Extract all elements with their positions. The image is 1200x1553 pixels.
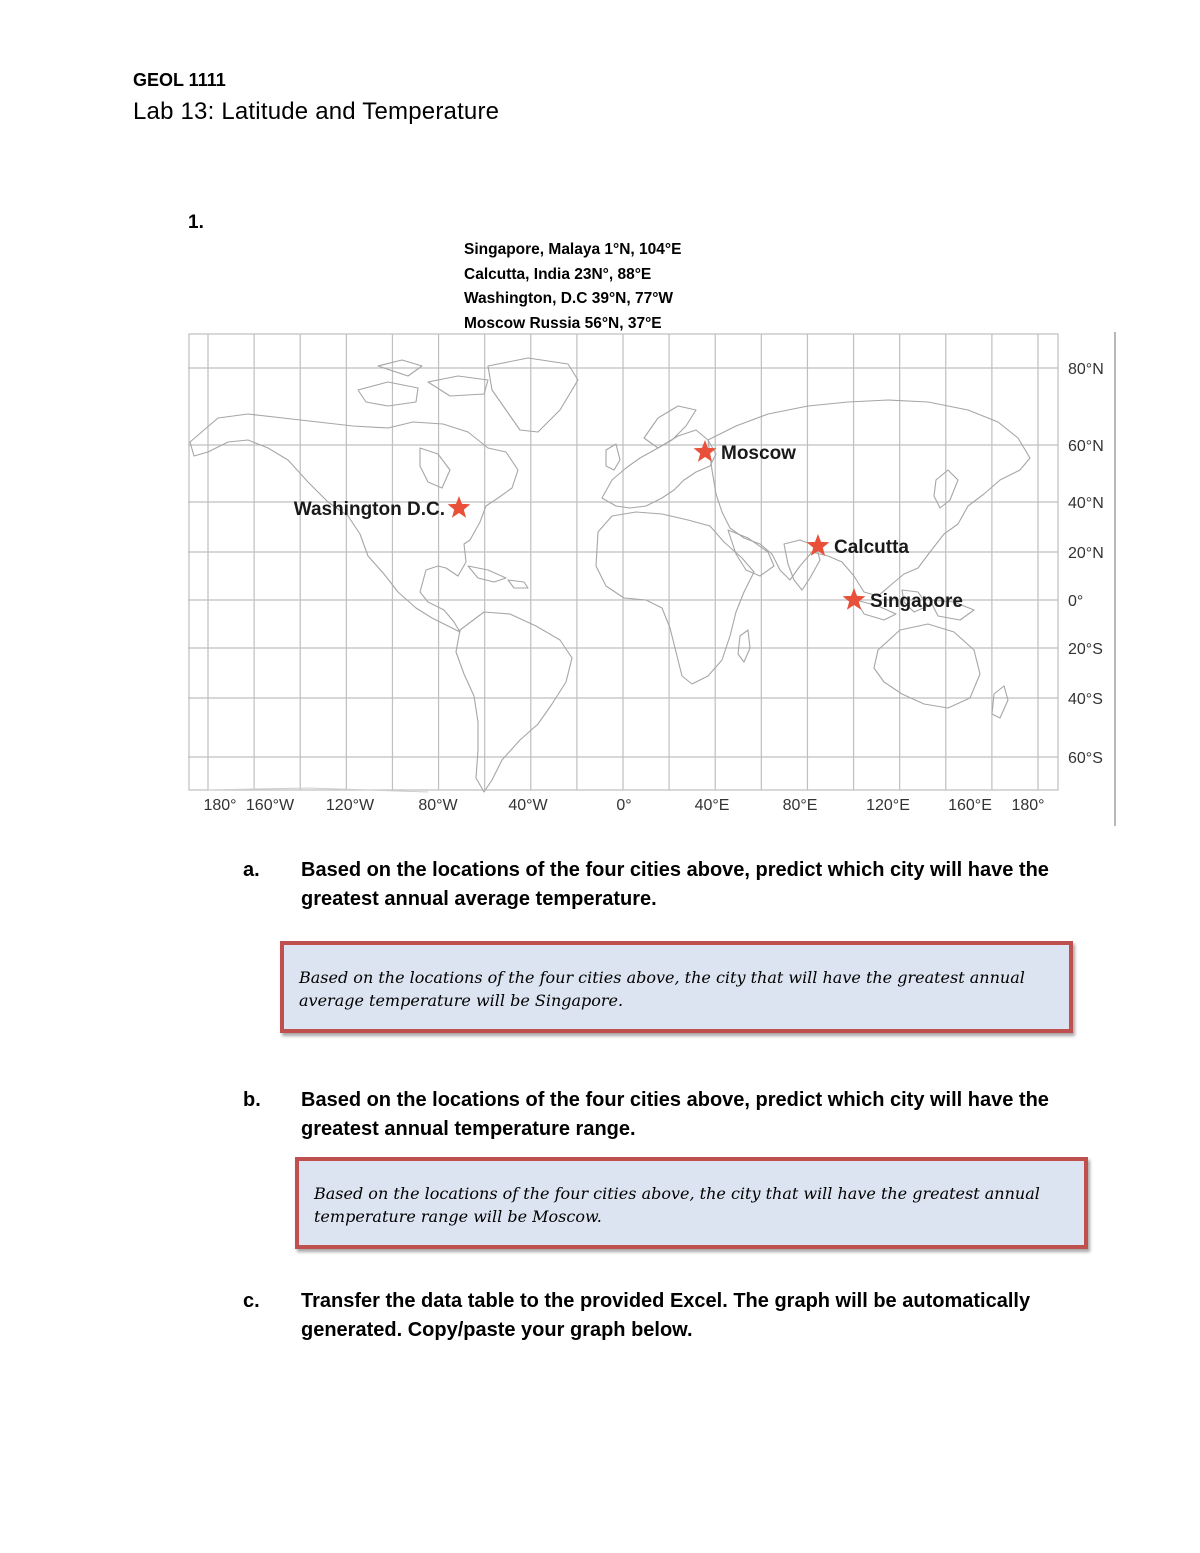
question-c-text: Transfer the data table to the provided Excel. The graph will be automatically generated. Copy/paste your graph below. xyxy=(301,1290,1031,1341)
answer-b-line-1: Based on the locations of the four cities above, the city that will have the greatest annual xyxy=(314,1184,1040,1203)
city-label: Washington D.C. xyxy=(293,499,445,520)
longitude-label: 180° xyxy=(203,797,237,814)
asia-outline xyxy=(708,400,1030,596)
answer-box-b[interactable] xyxy=(295,1157,1088,1249)
greenland-outline xyxy=(488,358,578,432)
question-b-letter: b. xyxy=(243,1089,261,1111)
latitude-label: 20°S xyxy=(1068,641,1103,658)
coord-washington: Washington, D.C 39°N, 77°W xyxy=(464,290,674,307)
question-b xyxy=(243,1086,1083,1146)
latitude-label: 20°N xyxy=(1068,545,1104,562)
answer-b-line-2: temperature range will be Moscow. xyxy=(314,1207,602,1226)
latitude-label: 60°S xyxy=(1068,750,1103,767)
question-b-text-after: . xyxy=(630,1118,636,1140)
new-zealand-outline xyxy=(992,686,1008,718)
city-label: Calcutta xyxy=(834,537,909,558)
question-a-text xyxy=(301,856,1061,914)
arctic-islands-outline xyxy=(358,360,488,406)
latitude-label: 60°N xyxy=(1068,438,1104,455)
longitude-label: 160°E xyxy=(948,797,992,814)
city-star-icon xyxy=(694,440,717,462)
longitude-labels xyxy=(203,797,1044,814)
answer-a-line-2: average temperature will be Singapore. xyxy=(299,991,624,1010)
coord-singapore: Singapore, Malaya 1°N, 104°E xyxy=(464,241,682,258)
map-grid xyxy=(188,332,1115,826)
city-label: Singapore xyxy=(870,591,963,612)
longitude-label: 0° xyxy=(616,797,632,814)
city-star-icon xyxy=(448,496,471,518)
question-b-text xyxy=(301,1086,1061,1144)
world-map xyxy=(188,330,1118,826)
question-a-emphasis: annual average temperature xyxy=(384,888,652,910)
answer-a-line-1: Based on the locations of the four cities above, the city that will have the greatest annual xyxy=(299,968,1025,987)
question-a-text-before: Based on the locations of the four cities above, predict which city will have the greatest xyxy=(301,859,1049,910)
british-isles-outline xyxy=(606,444,620,470)
coord-moscow: Moscow Russia 56°N, 37°E xyxy=(464,314,662,332)
longitude-label: 160°W xyxy=(245,797,295,814)
latitude-labels xyxy=(1068,361,1104,767)
latitude-label: 0° xyxy=(1068,593,1084,610)
longitude-label: 120°W xyxy=(325,797,375,814)
question-b-text-before: Based on the locations of the four cities above, predict which city will have the greatest xyxy=(301,1089,1049,1140)
madagascar-outline xyxy=(738,630,750,662)
city-label: Moscow xyxy=(721,443,796,464)
city-coordinates-list xyxy=(464,238,681,336)
north-america-outline xyxy=(190,414,518,632)
answer-box-a[interactable] xyxy=(280,941,1073,1033)
longitude-label: 80°E xyxy=(782,797,818,814)
longitude-label: 120°E xyxy=(866,797,910,814)
australia-outline xyxy=(874,624,980,708)
longitude-label: 40°E xyxy=(694,797,730,814)
longitude-label: 40°W xyxy=(508,797,548,814)
question-b-emphasis: annual temperature range xyxy=(384,1118,630,1140)
longitude-label: 180° xyxy=(1011,797,1045,814)
question-c-letter: c. xyxy=(243,1290,260,1312)
longitude-label: 80°W xyxy=(418,797,458,814)
land-outlines xyxy=(190,358,1030,792)
latitude-label: 80°N xyxy=(1068,361,1104,378)
south-america-outline xyxy=(456,612,572,792)
coord-calcutta: Calcutta, India 23N°, 88°E xyxy=(464,265,652,283)
question-c xyxy=(243,1287,1083,1347)
scandinavia-outline xyxy=(644,406,696,448)
question-a-text-after: . xyxy=(651,888,657,910)
hudson-bay-outline xyxy=(420,448,450,488)
question-number: 1. xyxy=(188,212,204,233)
caribbean-outline xyxy=(468,566,528,588)
question-a xyxy=(243,856,1083,916)
question-a-letter: a. xyxy=(243,859,260,881)
europe-outline xyxy=(602,430,716,508)
course-code: GEOL 1111 xyxy=(133,70,226,90)
latitude-label: 40°S xyxy=(1068,691,1103,708)
page-title: Lab 13: Latitude and Temperature xyxy=(133,98,500,125)
latitude-label: 40°N xyxy=(1068,495,1104,512)
